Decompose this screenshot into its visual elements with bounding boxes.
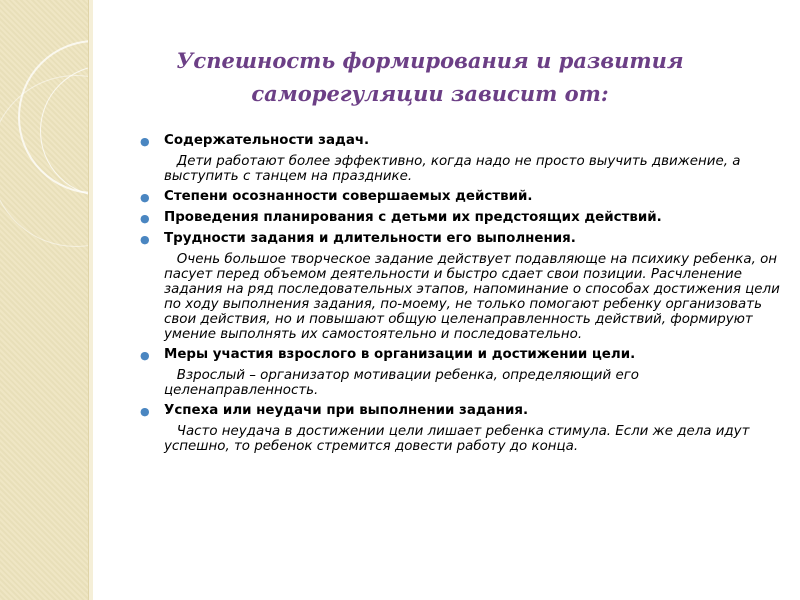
item-description: Взрослый – организатор мотивации ребенка, определяющий его целенаправленность. — [164, 368, 639, 398]
item-description: Дети работают более эффективно, когда надо не просто выучить движение, а выступить с танцем на празднике. — [164, 154, 741, 184]
title-line-2: саморегуляции зависит от: — [251, 81, 609, 106]
item-description: Часто неудача в достижении цели лишает ребенка стимула. Если же дела идут успешно, то ребенок стремится довести работу до конца. — [164, 424, 750, 454]
bullet-dot-icon: ● — [140, 233, 150, 246]
bullet-dot-icon: ● — [140, 191, 150, 204]
item-heading: Успеха или неудачи при выполнении задания. — [164, 403, 529, 418]
bullet-list — [140, 133, 780, 459]
list-item — [140, 231, 780, 342]
title-line-1: Успешность формирования и развития — [176, 48, 684, 73]
item-heading: Степени осознанности совершаемых действий. — [164, 189, 533, 204]
list-item — [140, 133, 780, 184]
item-heading: Проведения планирования с детьми их предстоящих действий. — [164, 210, 662, 225]
item-heading: Трудности задания и длительности его выполнения. — [164, 231, 576, 246]
bullet-dot-icon: ● — [140, 135, 150, 148]
slide-title — [150, 44, 710, 110]
decorative-sidebar — [0, 0, 88, 600]
list-item — [140, 347, 780, 398]
item-description: Очень большое творческое задание действует подавляюще на психику ребенка, он пасует перед объемом деятельности и быстро сдает свои позиции. Расчленение задания на ряд последовательных этапов, напоминание о способах достижения цели по ходу выполнения задания, по-моему, не только помогают ребенку организовать свои действия, но и повышают общую целенаправленность действий, формируют умение выполнять их самостоятельно и последовательно. — [164, 252, 780, 342]
bullet-dot-icon: ● — [140, 212, 150, 225]
sidebar-edge — [88, 0, 93, 600]
item-heading: Содержательности задач. — [164, 133, 370, 148]
item-heading: Меры участия взрослого в организации и достижении цели. — [164, 347, 636, 362]
list-item — [140, 210, 780, 226]
bullet-dot-icon: ● — [140, 349, 150, 362]
list-item — [140, 403, 780, 454]
list-item — [140, 189, 780, 205]
bullet-dot-icon: ● — [140, 405, 150, 418]
